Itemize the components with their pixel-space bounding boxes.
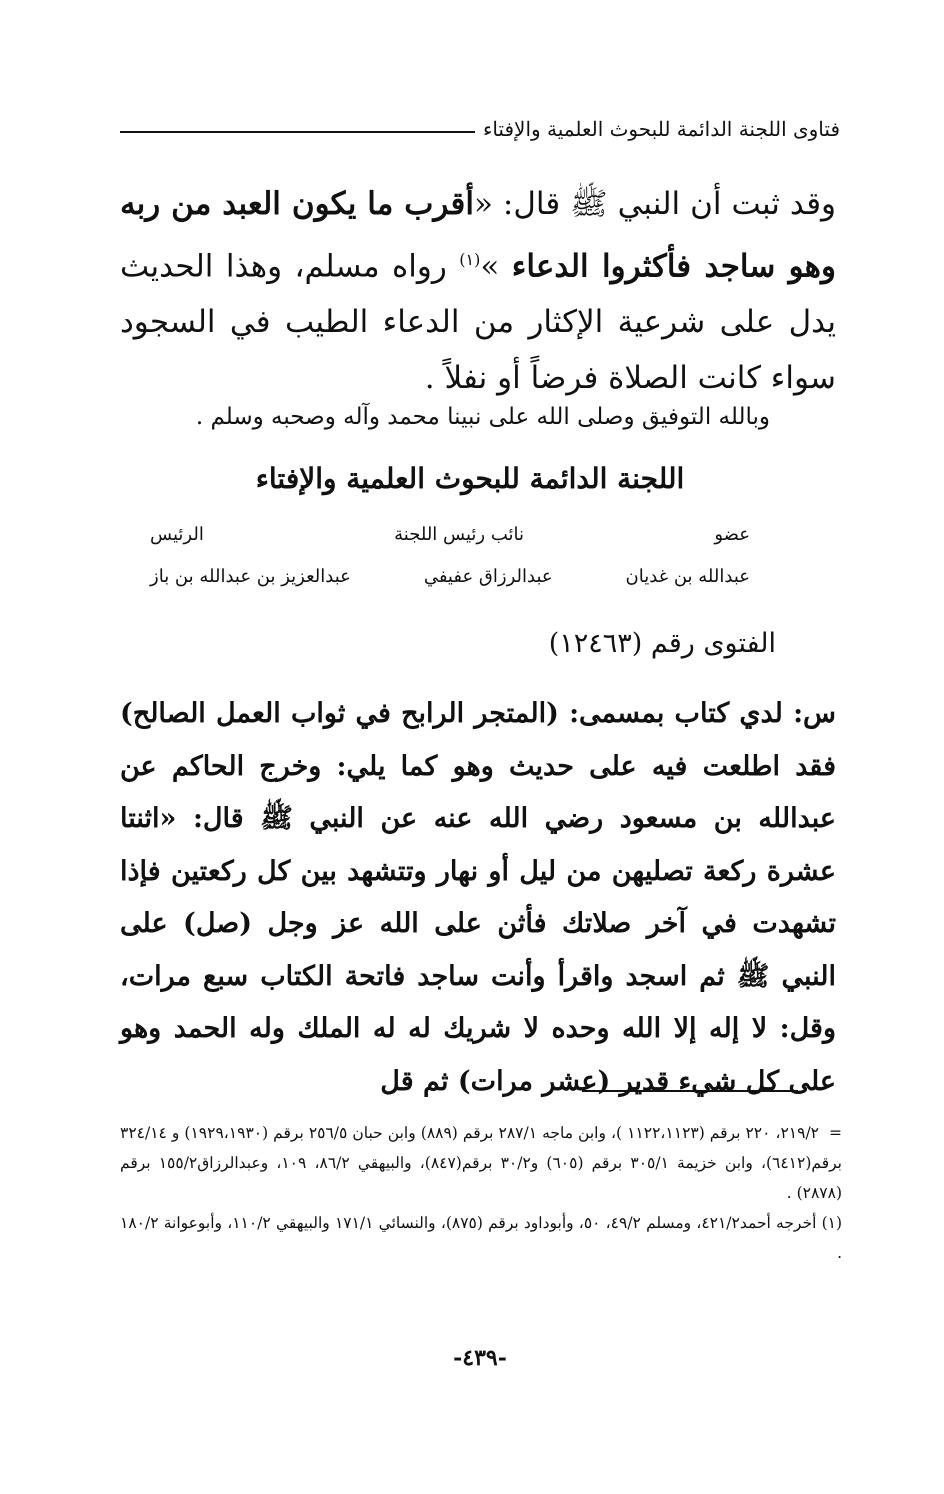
body1-after-hadith: » [480,248,512,285]
footnotes [120,1118,842,1268]
header-rule [120,131,475,133]
question-paragraph: س: لدي كتاب بمسمى: (المتجر الرابح في ثواب العمل الصالح) فقد اطلعت فيه على حديث وهو كما يلي: وخرج الحاكم عن عبدالله بن مسعود رضي الله عنه عن النبي ﷺ قال: «اثنتا عشرة ركعة تصليهن من ليل أو نهار وتتشهد بين كل ركعتين فإذا تشهدت في آخر صلاتك فأثن على الله عز وجل (صل) على النبي ﷺ ثم اسجد واقرأ وأنت ساجد فاتحة الكتاب سبع مرات، وقل: لا إله إلا الله وحده لا شريك له له الملك وله الحمد وهو على كل شيء قدير (عشر مرات) ثم قل [120,698,836,1097]
running-header [120,114,840,144]
name-member: عبدالله بن غديان [625,566,750,587]
role-member: عضو [714,524,750,545]
continuation-mark: = [829,1124,843,1142]
role-chair: الرئيس [150,524,204,545]
footnote-1: (١) أخرجه أحمد٤٢١/٢، ومسلم ٤٩/٢، ٥٠، وأبوداود برقم (٨٧٥)، والنسائي ١٧١/١ والبيهقي ١١٠/٢، وأبوعوانة ١٨٠/٢ . [120,1214,843,1262]
body1-intro: وقد ثبت أن النبي ﷺ قال: « [473,186,836,222]
fatwa-number: الفتوى رقم (١٢٤٦٣) [548,628,776,659]
body-paragraph-1 [120,176,836,406]
body1-rest: رواه مسلم، وهذا الحديث يدل على شرعية الإكثار من الدعاء الطيب في السجود سواء كانت الصلاة فرضاً أو نفلاً . [120,248,836,397]
header-title: فتاوى اللجنة الدائمة للبحوث العلمية والإفتاء [482,117,840,141]
name-chair: عبدالعزيز بن عبدالله بن باز [150,566,351,587]
signatory-names [150,566,750,587]
signatory-roles [150,524,750,545]
body1-hadith: أقرب ما يكون العبد من ربه وهو ساجد فأكثروا الدعاء [120,186,837,285]
footnote-separator [582,1090,798,1092]
footnote-continuation [120,1118,842,1208]
closing-line: وبالله التوفيق وصلى الله على نبينا محمد وآله وصحبه وسلم . [195,404,770,430]
footnote-ref-1: (١) [459,250,481,269]
committee-title: اللجنة الدائمة للبحوث العلمية والإفتاء [255,462,685,495]
continuation-text: ٢١٩/٢، ٢٢٠ برقم (١١٢٢،١١٢٣ )، وابن ماجه ٢٨٧/١ برقم (٨٨٩) وابن حبان ٢٥٦/٥ برقم (١٩٢٩،١٩٣٠) و ٣٢٤/١٤ برقم(٦٤١٢)، وابن خزيمة ٣٠٥/١ برقم (٦٠٥) و٣٠/٢ برقم(٨٤٧)، والبيهقي ٨٦/٢، ١٠٩، وعبدالرزاق١٥٥/٢ برقم (٢٨٧٨) . [120,1124,842,1202]
page-number: -٤٣٩- [453,1345,507,1371]
role-vice-chair: نائب رئيس اللجنة [394,524,525,545]
name-vice-chair: عبدالرزاق عفيفي [423,566,553,587]
